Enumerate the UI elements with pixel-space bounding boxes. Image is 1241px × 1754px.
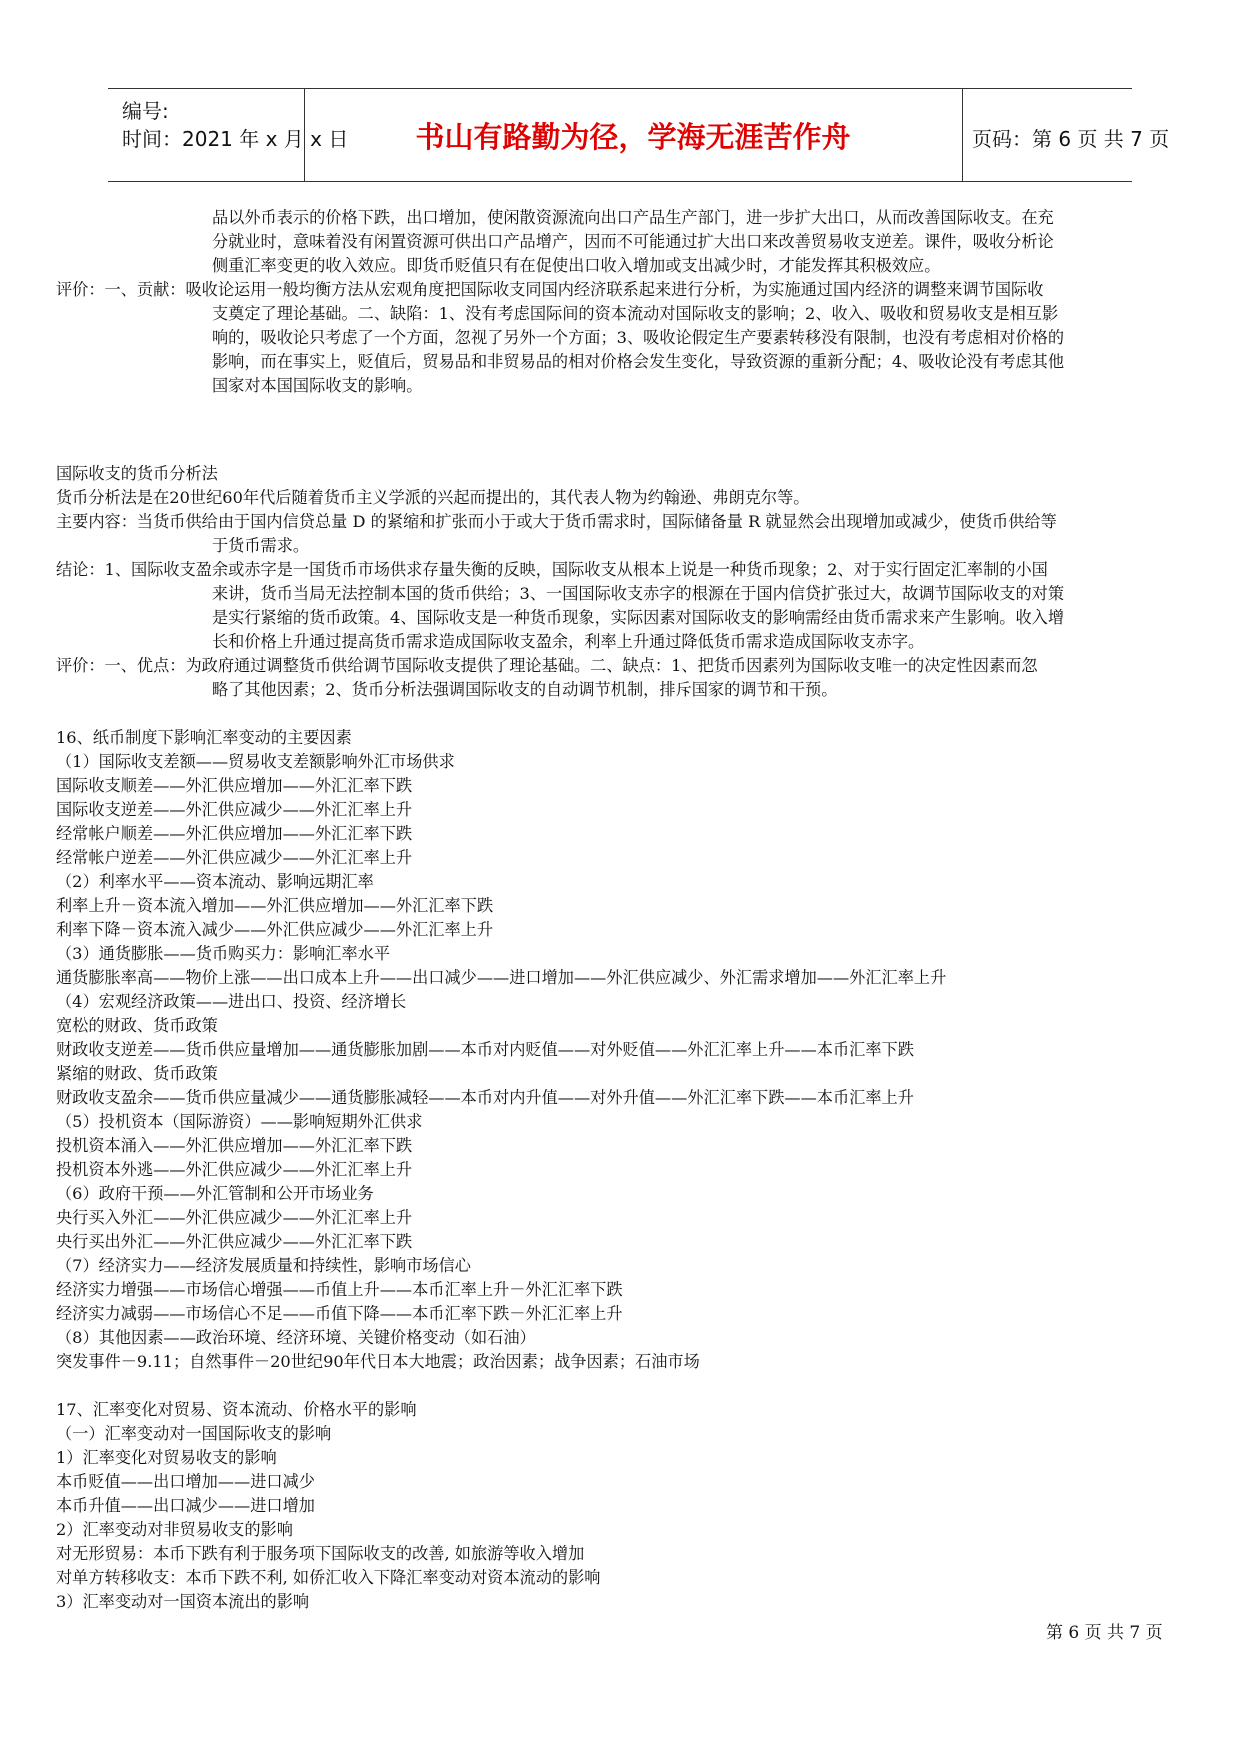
text-line: 结论：1、国际收支盈余或赤字是一国货币市场供求存量失衡的反映，国际收支从根本上说是一种货币现象；2、对于实行固定汇率制的小国 (56, 560, 1048, 579)
text-line: 国际收支逆差——外汇供应减少——外汇汇率上升 (56, 800, 413, 819)
header-page-cell (962, 89, 1170, 181)
document-number: 编号: (122, 99, 169, 123)
text-line: （8）其他因素——政治环境、经济环境、关键价格变动（如石油） (56, 1328, 536, 1347)
text-line: 通货膨胀率高——物价上涨——出口成本上升——出口减少——进口增加——外汇供应减少、外汇需求增加——外汇汇率上升 (56, 968, 947, 987)
text-line: （5）投机资本（国际游资）——影响短期外汇供求 (56, 1112, 423, 1131)
text-line: 长和价格上升通过提高货币需求造成国际收支盈余，利率上升通过降低货币需求造成国际收支赤字。 (212, 632, 925, 651)
page-header (108, 88, 1170, 182)
page-footer: 第 6 页 共 7 页 (1046, 1623, 1163, 1643)
document-time: 时间：2021 年 x 月 x 日 (122, 127, 349, 151)
text-line: 本币贬值——出口增加——进口减少 (56, 1472, 315, 1491)
text-line: 利率下降－资本流入减少——外汇供应减少——外汇汇率上升 (56, 920, 494, 939)
text-line: 侧重汇率变更的收入效应。即货币贬值只有在促使出口收入增加或支出减少时，才能发挥其积极效应。 (212, 256, 941, 275)
text-line: 央行买入外汇——外汇供应减少——外汇汇率上升 (56, 1208, 413, 1227)
spacer (56, 438, 1186, 462)
text-line: （2）利率水平——资本流动、影响远期汇率 (56, 872, 374, 891)
text-line: 宽松的财政、货币政策 (56, 1016, 218, 1035)
header-motto-cell (304, 89, 963, 181)
text-line: 财政收支盈余——货币供应量减少——通货膨胀减轻——本币对内升值——对外升值——外汇汇率下跌——本币汇率上升 (56, 1088, 914, 1107)
text-line: 16、纸币制度下影响汇率变动的主要因素 (56, 728, 352, 747)
text-line: 来讲，货币当局无法控制本国的货币供给；3、一国国际收支赤字的根源在于国内信贷扩张过大，故调节国际收支的对策 (212, 584, 1065, 603)
text-line: 评价：一、优点：为政府通过调整货币供给调节国际收支提供了理论基础。二、缺点：1、把货币因素列为国际收支唯一的决定性因素而忽 (56, 656, 1038, 675)
header-page-number: 页码：第 6 页 共 7 页 (972, 127, 1170, 151)
text-line: 货币分析法是在20世纪60年代后随着货币主义学派的兴起而提出的，其代表人物为约翰逊、弗朗克尔等。 (56, 488, 810, 507)
text-line: 投机资本涌入——外汇供应增加——外汇汇率下跌 (56, 1136, 413, 1155)
text-line: 主要内容：当货币供给由于国内信贷总量 D 的紧缩和扩张而小于或大于货币需求时，国际储备量 R 就显然会出现增加或减少，使货币供给等 (56, 512, 1057, 531)
text-line: 经济实力减弱——市场信心不足——币值下降——本币汇率下跌－外汇汇率上升 (56, 1304, 623, 1323)
text-line: （6）政府干预——外汇管制和公开市场业务 (56, 1184, 374, 1203)
spacer (56, 398, 1186, 438)
text-line: 央行买出外汇——外汇供应减少——外汇汇率下跌 (56, 1232, 413, 1251)
text-line: 17、汇率变化对贸易、资本流动、价格水平的影响 (56, 1400, 417, 1419)
text-line: 经常帐户顺差——外汇供应增加——外汇汇率下跌 (56, 824, 413, 843)
text-line: （7）经济实力——经济发展质量和持续性，影响市场信心 (56, 1256, 471, 1275)
header-motto: 书山有路勤为径，学海无涯苦作舟 (415, 120, 851, 154)
text-line: 利率上升－资本流入增加——外汇供应增加——外汇汇率下跌 (56, 896, 494, 915)
text-line: 对单方转移收支：本币下跌不利, 如侨汇收入下降汇率变动对资本流动的影响 (56, 1568, 601, 1587)
text-line: （一）汇率变动对一国国际收支的影响 (56, 1424, 332, 1443)
text-line: 3）汇率变动对一国资本流出的影响 (56, 1592, 310, 1611)
text-line: 品以外币表示的价格下跌，出口增加，使闲散资源流向出口产品生产部门，进一步扩大出口，从而改善国际收支。在充 (212, 208, 1054, 227)
text-line: （3）通货膨胀——货币购买力：影响汇率水平 (56, 944, 391, 963)
text-line: 影响，而在事实上，贬值后，贸易品和非贸易品的相对价格会发生变化，导致资源的重新分配；4、吸收论没有考虑其他 (212, 352, 1065, 371)
text-line: 分就业时，意味着没有闲置资源可供出口产品增产，因而不可能通过扩大出口来改善贸易收支逆差。课件，吸收分析论 (212, 232, 1054, 251)
text-line: 经常帐户逆差——外汇供应减少——外汇汇率上升 (56, 848, 413, 867)
text-line: 突发事件－9.11；自然事件－20世纪90年代日本大地震；政治因素；战争因素；石油市场 (56, 1352, 700, 1371)
text-line: 于货币需求。 (212, 536, 310, 555)
text-line: 评价：一、贡献：吸收论运用一般均衡方法从宏观角度把国际收支同国内经济联系起来进行分析，为实施通过国内经济的调整来调节国际收 (56, 280, 1044, 299)
text-line: 国家对本国国际收支的影响。 (212, 376, 423, 395)
text-line: 紧缩的财政、货币政策 (56, 1064, 218, 1083)
text-line: 2）汇率变动对非贸易收支的影响 (56, 1520, 293, 1539)
text-line: 国际收支顺差——外汇供应增加——外汇汇率下跌 (56, 776, 413, 795)
text-line: （4）宏观经济政策——进出口、投资、经济增长 (56, 992, 407, 1011)
text-line: 是实行紧缩的货币政策。4、国际收支是一种货币现象，实际因素对国际收支的影响需经由货币需求来产生影响。收入增 (212, 608, 1065, 627)
text-line: 经济实力增强——市场信心增强——币值上升——本币汇率上升－外汇汇率下跌 (56, 1280, 623, 1299)
spacer (56, 702, 1186, 726)
text-line: 财政收支逆差——货币供应量增加——通货膨胀加剧——本币对内贬值——对外贬值——外汇汇率上升——本币汇率下跌 (56, 1040, 914, 1059)
text-line: 本币升值——出口减少——进口增加 (56, 1496, 315, 1515)
text-line: 支奠定了理论基础。二、缺陷：1、没有考虑国际间的资本流动对国际收支的影响；2、收入、吸收和贸易收支是相互影 (212, 304, 1059, 323)
document-body (56, 206, 1186, 1614)
text-line: 响的，吸收论只考虑了一个方面，忽视了另外一个方面；3、吸收论假定生产要素转移没有限制，也没有考虑相对价格的 (212, 328, 1065, 347)
text-line: 略了其他因素；2、货币分析法强调国际收支的自动调节机制，排斥国家的调节和干预。 (212, 680, 838, 699)
text-line: 对无形贸易：本币下跌有利于服务项下国际收支的改善, 如旅游等收入增加 (56, 1544, 585, 1563)
spacer (56, 1374, 1186, 1398)
header-info-cell (108, 89, 349, 181)
text-line: 1）汇率变化对贸易收支的影响 (56, 1448, 277, 1467)
text-line: 投机资本外逃——外汇供应减少——外汇汇率上升 (56, 1160, 413, 1179)
text-line: 国际收支的货币分析法 (56, 464, 218, 483)
text-line: （1）国际收支差额——贸易收支差额影响外汇市场供求 (56, 752, 455, 771)
